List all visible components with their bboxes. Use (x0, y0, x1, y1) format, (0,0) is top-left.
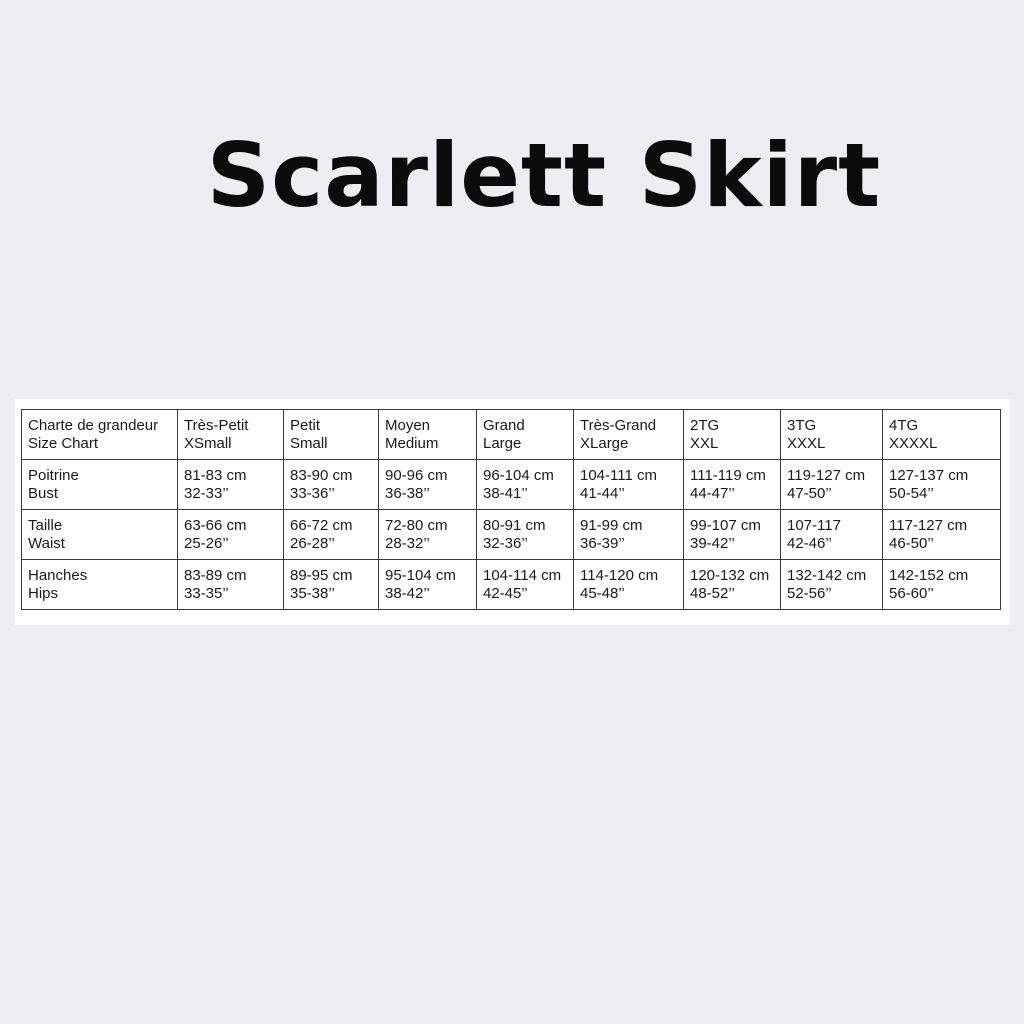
table-cell: 83-90 cm 33-36’’ (284, 460, 379, 510)
table-cell: 142-152 cm 56-60’’ (883, 560, 1001, 610)
row-label-cell: Hanches Hips (22, 560, 178, 610)
table-cell: 111-119 cm 44-47’’ (684, 460, 781, 510)
size-chart-table (21, 409, 1001, 610)
header-cell: Très-Grand XLarge (574, 410, 684, 460)
header-cell: Très-Petit XSmall (178, 410, 284, 460)
row-label-cell: Taille Waist (22, 510, 178, 560)
table-cell: 119-127 cm 47-50’’ (781, 460, 883, 510)
table-cell: 117-127 cm 46-50’’ (883, 510, 1001, 560)
table-cell: 104-114 cm 42-45’’ (477, 560, 574, 610)
table-cell: 81-83 cm 32-33’’ (178, 460, 284, 510)
table-cell: 72-80 cm 28-32’’ (379, 510, 477, 560)
header-cell: Petit Small (284, 410, 379, 460)
table-cell: 91-99 cm 36-39’’ (574, 510, 684, 560)
table-cell: 83-89 cm 33-35’’ (178, 560, 284, 610)
table-cell: 66-72 cm 26-28’’ (284, 510, 379, 560)
table-cell: 95-104 cm 38-42’’ (379, 560, 477, 610)
table-cell: 63-66 cm 25-26’’ (178, 510, 284, 560)
row-label-cell: Poitrine Bust (22, 460, 178, 510)
table-cell: 90-96 cm 36-38’’ (379, 460, 477, 510)
table-cell: 127-137 cm 50-54’’ (883, 460, 1001, 510)
table-cell: 80-91 cm 32-36’’ (477, 510, 574, 560)
table-cell: 96-104 cm 38-41’’ (477, 460, 574, 510)
header-cell: 4TG XXXXL (883, 410, 1001, 460)
header-cell: Moyen Medium (379, 410, 477, 460)
table-row-hips (22, 560, 1001, 610)
table-cell: 99-107 cm 39-42’’ (684, 510, 781, 560)
table-cell: 132-142 cm 52-56’’ (781, 560, 883, 610)
header-cell: Grand Large (477, 410, 574, 460)
header-cell: 3TG XXXL (781, 410, 883, 460)
table-cell: 104-111 cm 41-44’’ (574, 460, 684, 510)
header-cell: Charte de grandeur Size Chart (22, 410, 178, 460)
size-chart-panel (15, 399, 1010, 625)
table-cell: 89-95 cm 35-38’’ (284, 560, 379, 610)
header-row (22, 410, 1001, 460)
table-cell: 120-132 cm 48-52’’ (684, 560, 781, 610)
table-cell: 107-117 42-46’’ (781, 510, 883, 560)
header-cell: 2TG XXL (684, 410, 781, 460)
page-title: Scarlett Skirt (206, 124, 882, 227)
table-row-waist (22, 510, 1001, 560)
table-row-bust (22, 460, 1001, 510)
table-cell: 114-120 cm 45-48’’ (574, 560, 684, 610)
